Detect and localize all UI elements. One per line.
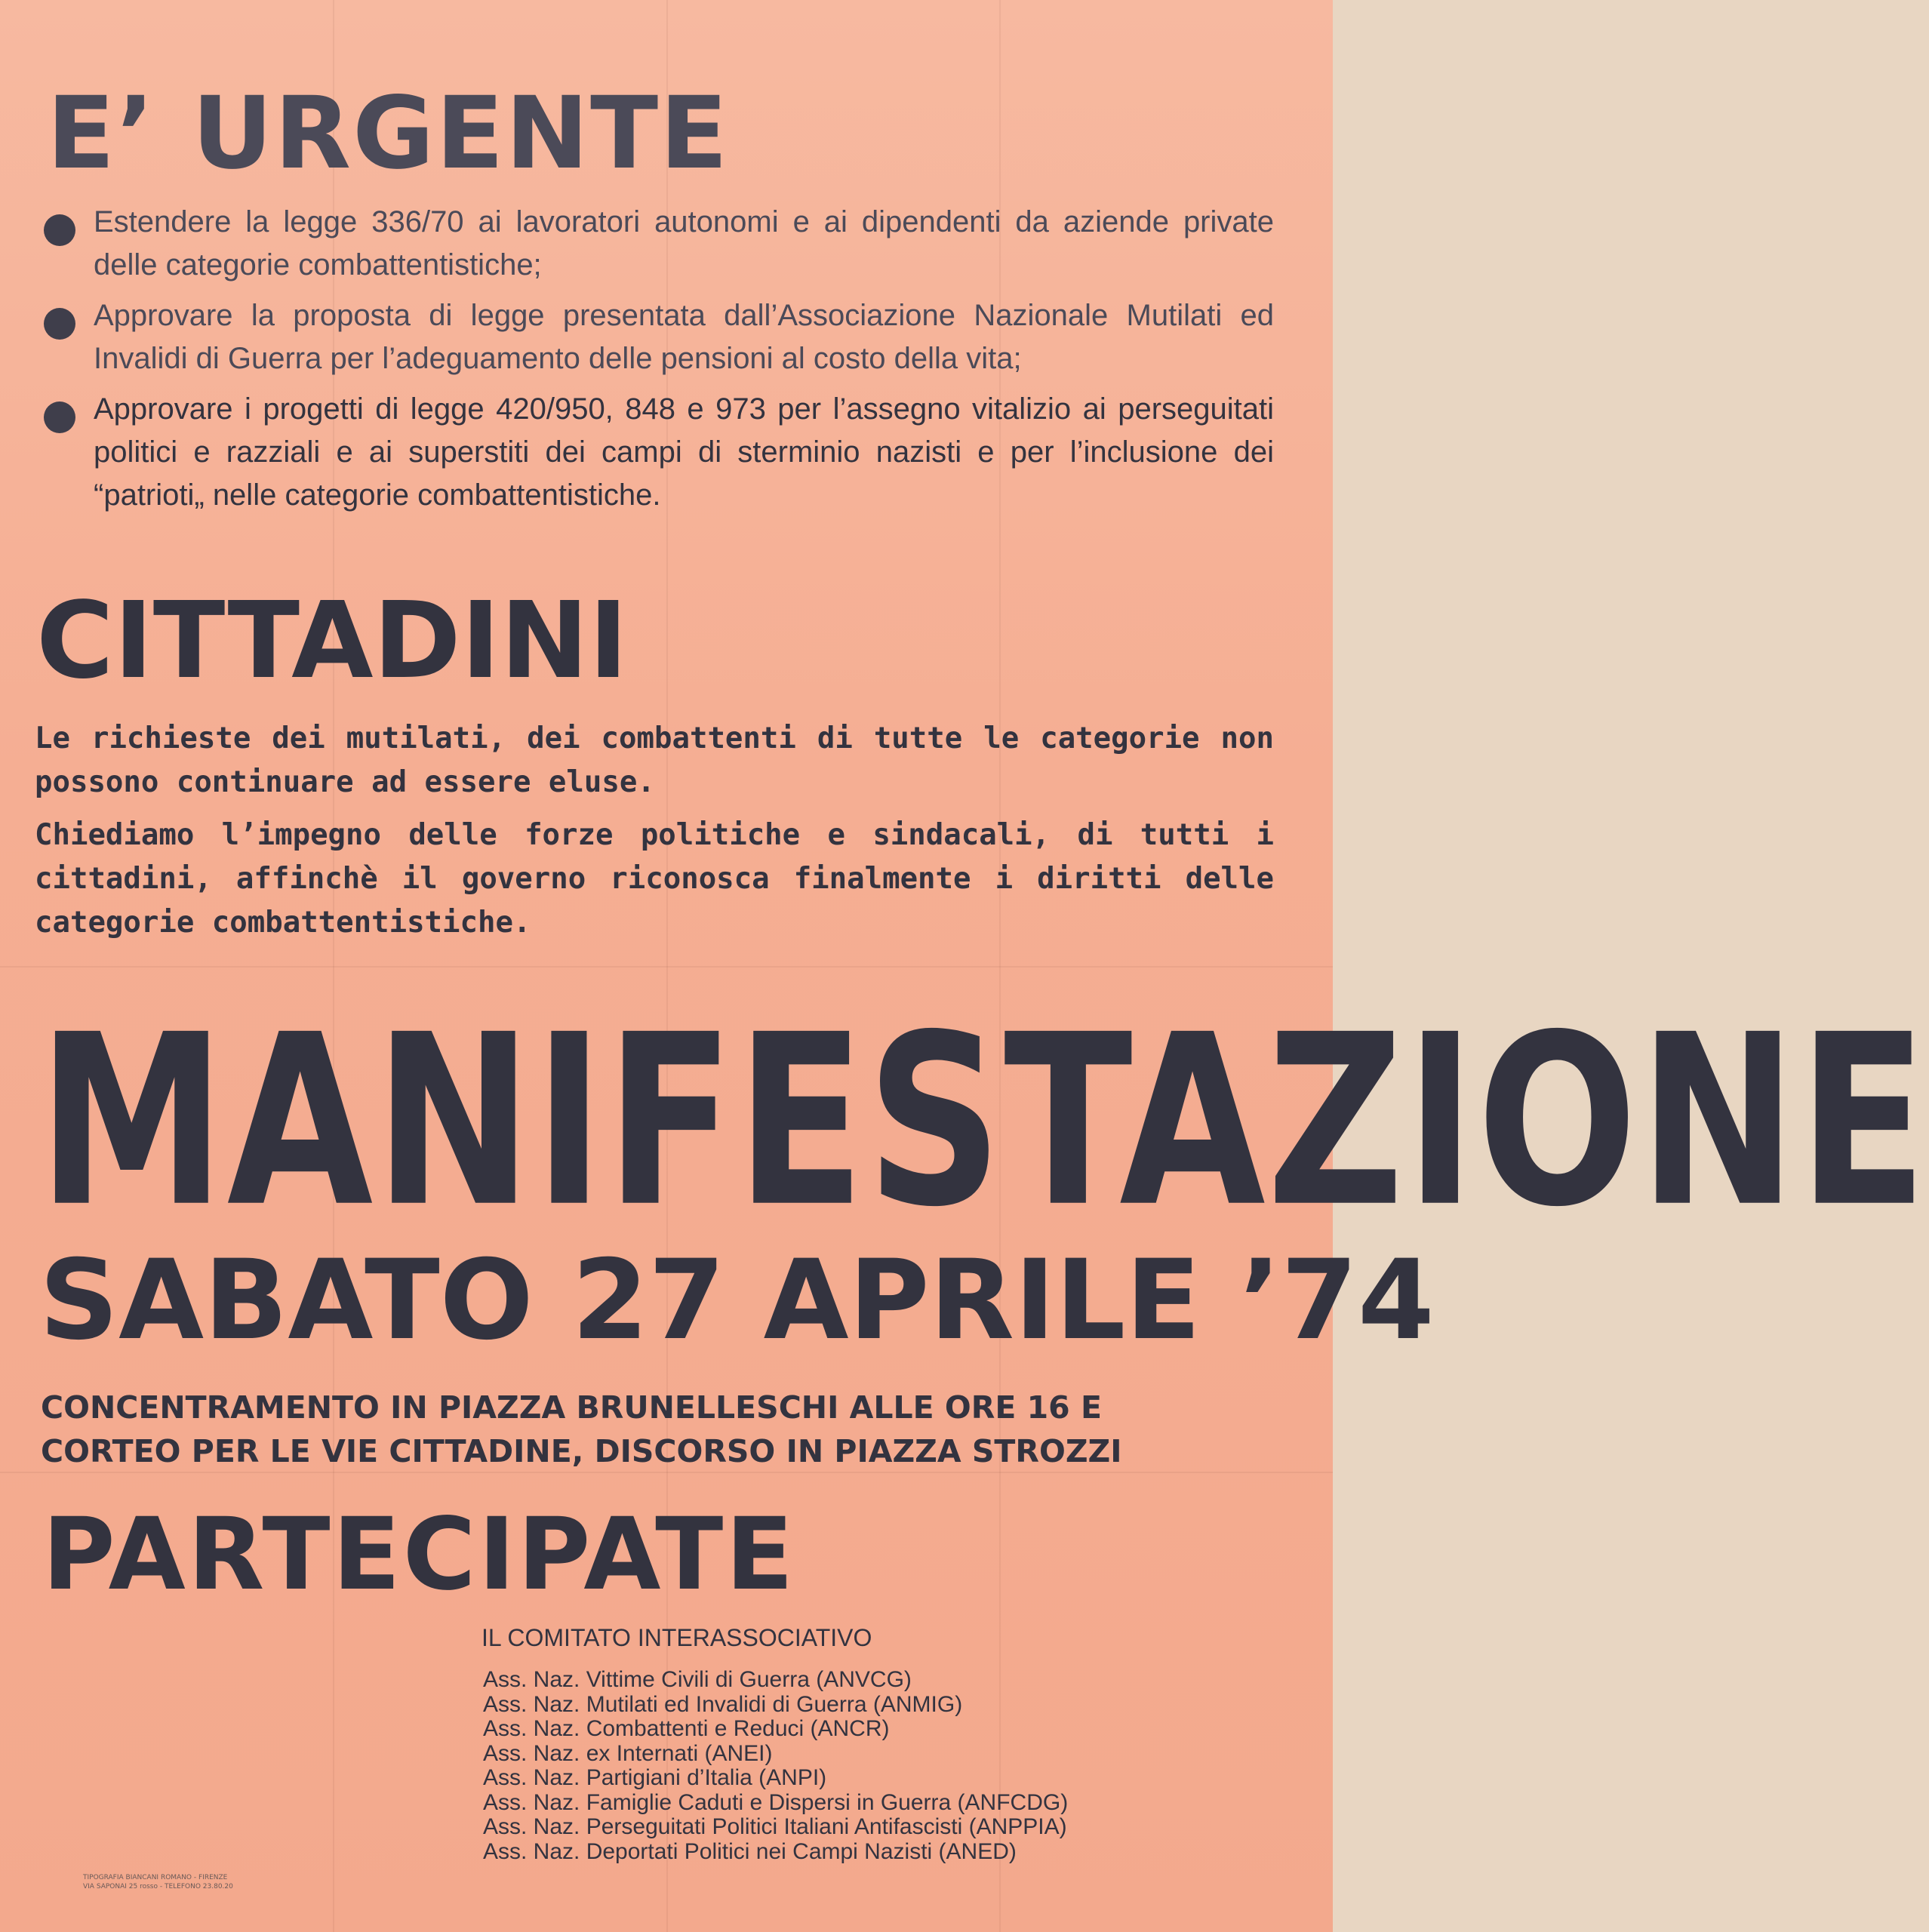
association-item: Ass. Naz. Combattenti e Reduci (ANCR) xyxy=(483,1716,890,1741)
printer-imprint xyxy=(83,1873,279,1891)
demand-text: Approvare la proposta di legge presentata dall’Associazione Nazionale Mutilati ed Invalidi di Guerra per l’adeguamento delle pensioni al costo della vita; xyxy=(94,299,1274,375)
association-item: Ass. Naz. Mutilati ed Invalidi di Guerra (ANMIG) xyxy=(483,1691,963,1717)
event-date: SABATO 27 APRILE ’74 xyxy=(39,1236,1435,1364)
demands-list xyxy=(44,201,1274,525)
printer-line-2: VIA SAPONAI 25 rosso - TELEFONO 23.80.20 xyxy=(83,1883,233,1890)
committee-title: IL COMITATO INTERASSOCIATIVO xyxy=(481,1624,872,1651)
demand-item xyxy=(44,388,1274,517)
cittadini-paragraph-1: Le richieste dei mutilati, dei combattenti di tutte le categorie non possono continuare ad essere eluse. xyxy=(35,721,1274,799)
association-item: Ass. Naz. Perseguitati Politici Italiani Antifascisti (ANPPIA) xyxy=(483,1814,1067,1839)
bullet-dot-icon xyxy=(44,401,75,433)
association-item: Ass. Naz. Vittime Civili di Guerra (ANVCG) xyxy=(483,1667,912,1692)
cittadini-heading: CITTADINI xyxy=(36,580,629,703)
bullet-dot-icon xyxy=(44,214,75,246)
association-item: Ass. Naz. Partigiani d’Italia (ANPI) xyxy=(483,1765,827,1790)
demand-text: Approvare i progetti di legge 420/950, 848 e 973 per l’assegno vitalizio ai perseguitati politici e razziali e ai superstiti dei campi di sterminio nazisti e per l’inclusione dei “patrioti„ nelle categorie combattentistiche. xyxy=(94,392,1274,512)
bullet-dot-icon xyxy=(44,308,75,340)
association-item: Ass. Naz. Famiglie Caduti e Dispersi in Guerra (ANFCDG) xyxy=(483,1789,1069,1815)
headline-urgente: E’ URGENTE xyxy=(47,75,730,192)
event-details xyxy=(41,1386,1271,1473)
printer-line-1: TIPOGRAFIA BIANCANI ROMANO - FIRENZE xyxy=(83,1874,228,1881)
manifestazione-heading: MANIFESTAZIONE xyxy=(38,983,1929,1259)
event-details-line-2: CORTEO PER LE VIE CITTADINE, DISCORSO IN PIAZZA STROZZI xyxy=(41,1433,1122,1469)
demand-text: Estendere la legge 336/70 ai lavoratori autonomi e ai dipendenti da aziende private delle categorie combattentistiche; xyxy=(94,205,1274,281)
demand-item xyxy=(44,201,1274,287)
association-item: Ass. Naz. Deportati Politici nei Campi Nazisti (ANED) xyxy=(483,1838,1017,1864)
cittadini-paragraph-2: Chiediamo l’impegno delle forze politiche e sindacali, di tutti i cittadini, affinchè il governo riconosca finalmente i diritti delle categorie combattentistiche. xyxy=(35,818,1274,940)
event-details-line-1: CONCENTRAMENTO IN PIAZZA BRUNELLESCHI ALLE ORE 16 E xyxy=(41,1389,1102,1426)
association-item: Ass. Naz. ex Internati (ANEI) xyxy=(483,1740,773,1766)
associations-list xyxy=(483,1668,1068,1864)
demand-item xyxy=(44,294,1274,380)
partecipate-heading: PARTECIPATE xyxy=(42,1497,796,1613)
